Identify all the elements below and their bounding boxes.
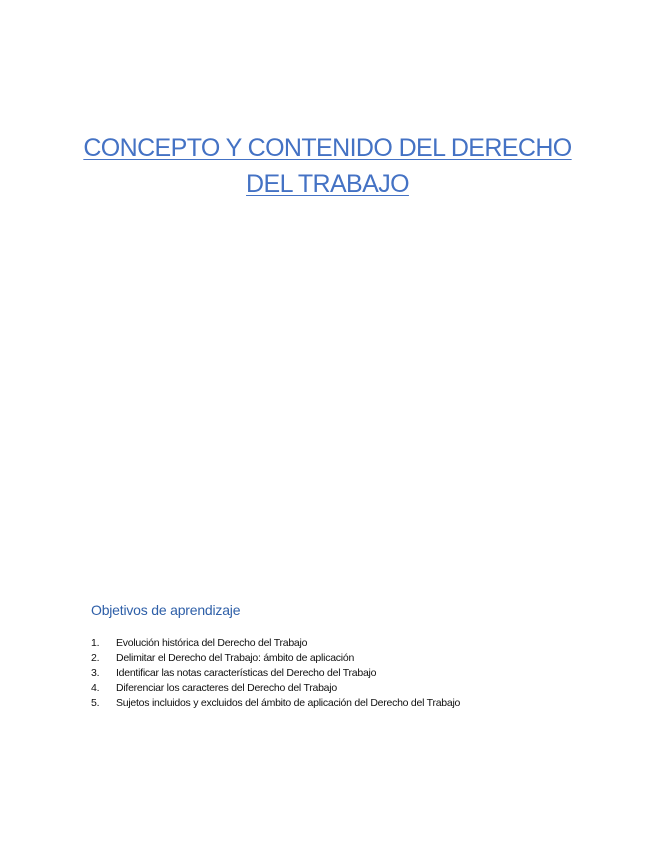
document-title-line-2: DEL TRABAJO <box>246 170 409 198</box>
objective-number: 5. <box>91 697 100 709</box>
objective-item <box>91 696 460 711</box>
objective-text: Diferenciar los caracteres del Derecho del Trabajo <box>116 682 337 694</box>
objective-number: 3. <box>91 667 100 679</box>
objective-number: 4. <box>91 682 100 694</box>
document-title <box>60 130 595 202</box>
objective-item <box>91 636 460 651</box>
objective-number: 2. <box>91 652 100 664</box>
objective-item <box>91 681 460 696</box>
objectives-heading: Objetivos de aprendizaje <box>91 602 241 618</box>
document-title-line-1: CONCEPTO Y CONTENIDO DEL DERECHO <box>83 134 572 162</box>
objective-text: Identificar las notas características del Derecho del Trabajo <box>116 667 377 679</box>
objective-item <box>91 666 460 681</box>
objective-text: Sujetos incluidos y excluidos del ámbito de aplicación del Derecho del Trabajo <box>116 697 461 709</box>
objective-item <box>91 651 460 666</box>
objective-number: 1. <box>91 637 100 649</box>
objectives-list <box>91 636 460 711</box>
objective-text: Evolución histórica del Derecho del Trabajo <box>116 637 308 649</box>
objective-text: Delimitar el Derecho del Trabajo: ámbito de aplicación <box>116 652 355 664</box>
